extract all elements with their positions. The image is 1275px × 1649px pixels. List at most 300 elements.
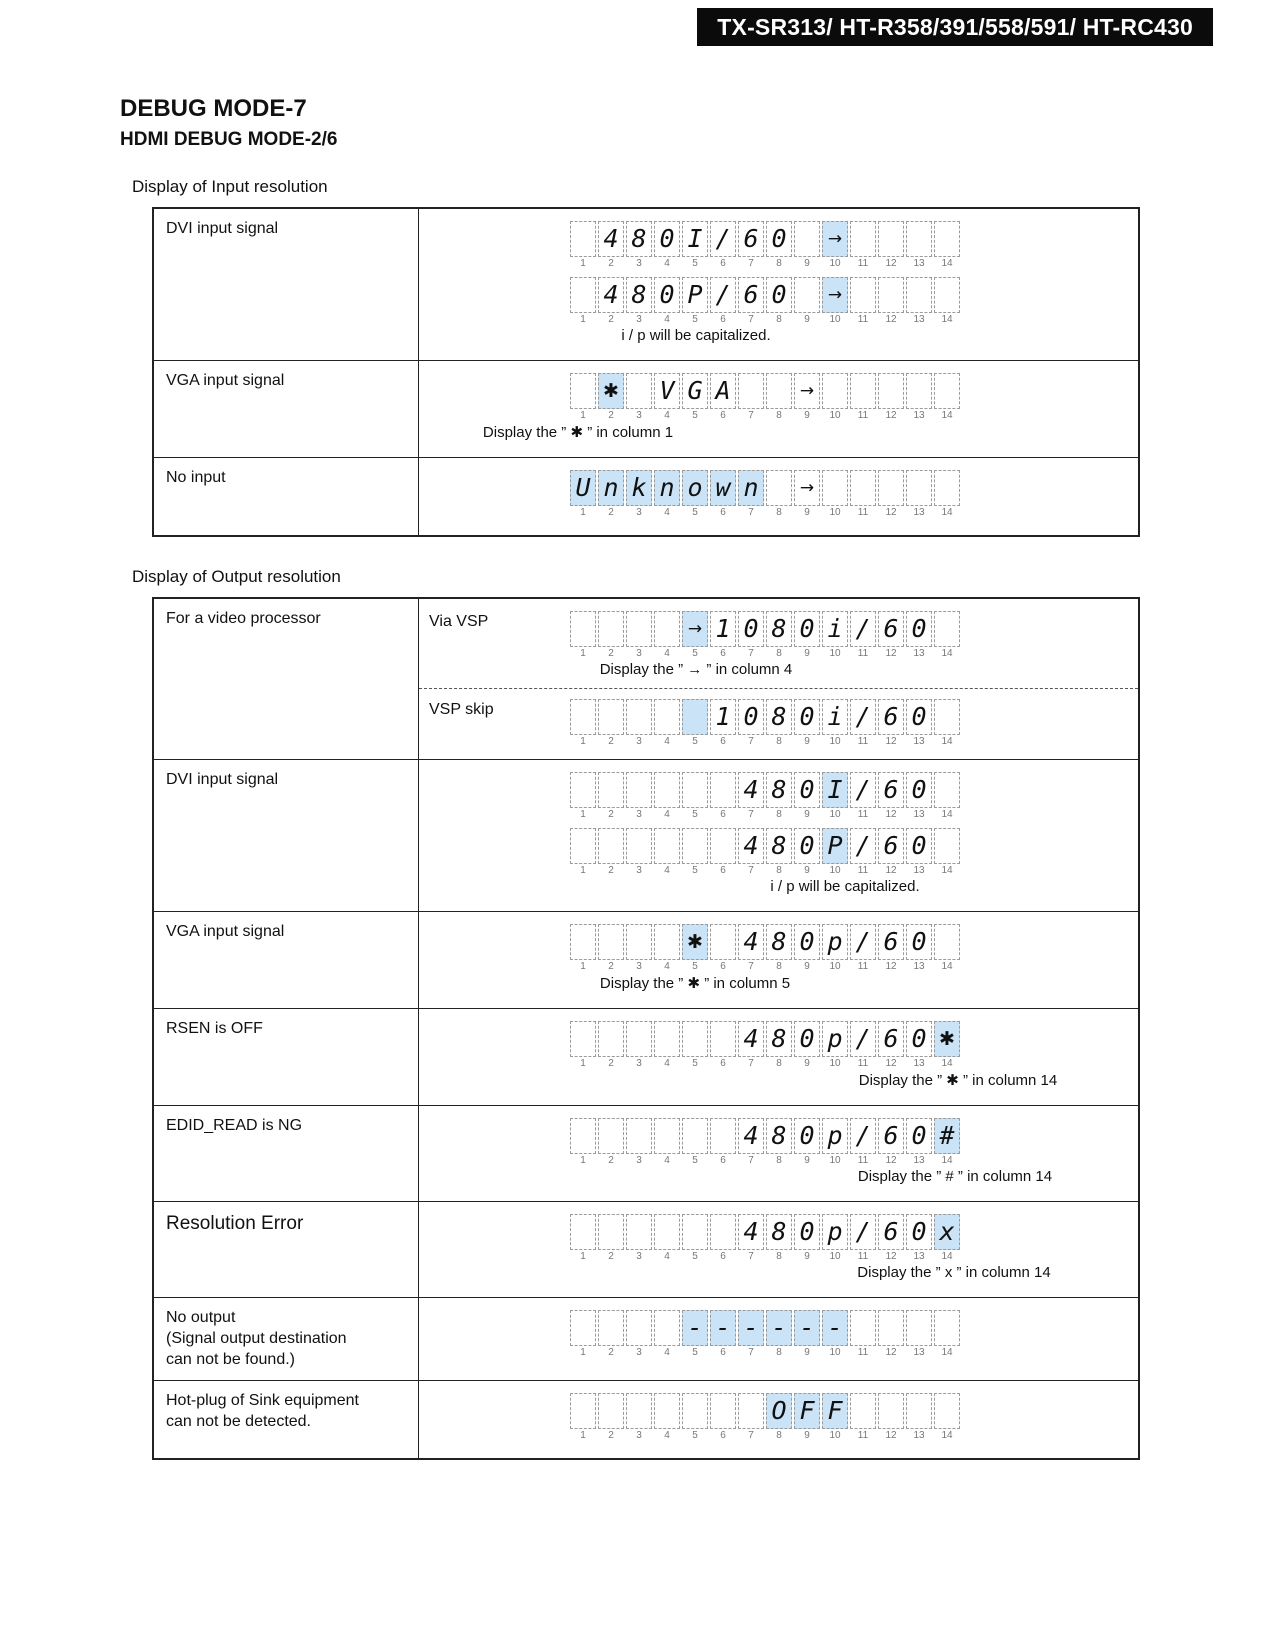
- display-cell: [906, 1310, 932, 1346]
- display-cell: [906, 699, 932, 735]
- group-items: [570, 772, 1138, 895]
- display-cell: [570, 1214, 596, 1250]
- cell-number: 4: [664, 648, 670, 659]
- cell-number: 11: [857, 314, 869, 325]
- display-cell: [906, 828, 932, 864]
- cell-number: 1: [580, 736, 586, 747]
- cell-number: 8: [776, 736, 782, 747]
- cell-number: 13: [913, 1155, 925, 1166]
- model-banner: [697, 8, 1213, 46]
- cell-number: 5: [692, 507, 698, 518]
- cell-number: 7: [748, 1155, 754, 1166]
- display-char: 0: [799, 1121, 815, 1150]
- row-content: [419, 760, 1138, 911]
- display-cell: [710, 470, 736, 506]
- cell-number: 6: [720, 961, 726, 972]
- display-cell: [598, 221, 624, 257]
- cell-number: 5: [692, 736, 698, 747]
- cell-number: 1: [580, 1347, 586, 1358]
- display-cell: [766, 1118, 792, 1154]
- model-banner-text: TX-SR313/ HT-R358/391/558/591/ HT-RC430: [717, 13, 1193, 40]
- cell-number: 1: [580, 1251, 586, 1262]
- cell-number: 6: [720, 1251, 726, 1262]
- display-cell: [794, 1021, 820, 1057]
- display-cell: [934, 1214, 960, 1250]
- display-cells: [570, 611, 960, 647]
- display-cell: [626, 772, 652, 808]
- cell-number: 3: [636, 865, 642, 876]
- display-column-numbers: [570, 314, 960, 325]
- display-char: 4: [603, 224, 619, 253]
- display-cell: [822, 699, 848, 735]
- cell-number: 3: [636, 1251, 642, 1262]
- row-label-line: Resolution Error: [166, 1213, 304, 1234]
- display-char: 4: [743, 1024, 759, 1053]
- display-char: 8: [771, 614, 787, 643]
- display-char: F: [827, 1396, 843, 1426]
- cell-number: 5: [692, 1347, 698, 1358]
- cell-number: 6: [720, 809, 726, 820]
- display-cell: [850, 828, 876, 864]
- display-char: 0: [911, 1121, 927, 1150]
- display-cell: [710, 277, 736, 313]
- display-cell: [682, 1021, 708, 1057]
- display-cell: [878, 1310, 904, 1346]
- cell-number: 5: [692, 865, 698, 876]
- display-char: P: [687, 280, 703, 309]
- display-char: 6: [883, 702, 899, 731]
- display-cell: [570, 924, 596, 960]
- row-content: [419, 209, 1138, 360]
- display-cell: [570, 772, 596, 808]
- display-char: 6: [883, 1121, 899, 1150]
- cell-number: 8: [776, 1155, 782, 1166]
- display-cells: [570, 221, 960, 257]
- display-caption: i / p will be capitalized.: [621, 327, 771, 344]
- display-char: -: [771, 1313, 787, 1342]
- display-cell: [850, 772, 876, 808]
- display-cell: [654, 1214, 680, 1250]
- cell-number: 2: [608, 314, 614, 325]
- cell-number: 5: [692, 1430, 698, 1442]
- display-caption: i / p will be capitalized.: [770, 878, 920, 895]
- cell-number: 7: [748, 809, 754, 820]
- display-cell: [878, 611, 904, 647]
- display-char: U: [575, 473, 591, 502]
- display-char: 6: [883, 614, 899, 643]
- page-subtitle: HDMI DEBUG MODE-2/6: [120, 129, 338, 150]
- display-cell: [878, 470, 904, 506]
- cell-number: 3: [636, 809, 642, 820]
- display-cell: [654, 1118, 680, 1154]
- display-char: /: [855, 614, 871, 643]
- display-caption: Display the ” ✱ ” in column 14: [858, 1072, 1058, 1089]
- display-cell: [626, 1021, 652, 1057]
- display-char: i: [827, 614, 843, 643]
- cell-number: 10: [829, 1058, 841, 1069]
- display-char: 0: [743, 614, 759, 643]
- display-cell: [878, 828, 904, 864]
- row-group: [419, 601, 1138, 688]
- row-label: [154, 1298, 419, 1380]
- display-cell: [682, 699, 708, 735]
- display-cell: [738, 277, 764, 313]
- display-cell: [570, 470, 596, 506]
- display-cell: [626, 1118, 652, 1154]
- display-char: /: [855, 1217, 871, 1246]
- display-char: #: [939, 1121, 955, 1150]
- cell-number: 14: [941, 865, 953, 876]
- display-char: 0: [659, 224, 675, 253]
- display-cells: [570, 1310, 960, 1346]
- cell-number: 14: [941, 1155, 953, 1166]
- display-cell: [906, 373, 932, 409]
- cell-number: 14: [941, 961, 953, 972]
- cell-number: 11: [857, 1058, 869, 1069]
- row-label-line: EDID_READ is NG: [166, 1117, 303, 1134]
- display-cell: [906, 1118, 932, 1154]
- cell-number: 2: [608, 1430, 614, 1442]
- display-cell: [710, 1214, 736, 1250]
- display-cell: [934, 611, 960, 647]
- display-caption: Display the ” → ” in column 4: [599, 661, 793, 678]
- display-cell: [738, 1021, 764, 1057]
- row-content: [419, 1298, 1138, 1380]
- display-cell: [822, 1021, 848, 1057]
- table-row: [154, 599, 1138, 759]
- cell-number: 13: [913, 507, 925, 518]
- cell-number: 12: [885, 736, 897, 747]
- group-items: [570, 1310, 1138, 1358]
- cell-number: 12: [885, 1430, 897, 1442]
- cell-number: 9: [804, 1251, 810, 1262]
- display-cell: [850, 221, 876, 257]
- cell-number: 3: [636, 314, 642, 325]
- sub-label: Via VSP: [429, 613, 489, 630]
- display-column-numbers: [570, 865, 960, 876]
- display-cell: [766, 699, 792, 735]
- cell-number: 14: [941, 736, 953, 747]
- cell-number: 11: [857, 507, 869, 518]
- display-cell: [850, 1021, 876, 1057]
- cell-number: 3: [636, 1430, 642, 1442]
- display-cell: [598, 699, 624, 735]
- cell-number: 9: [804, 410, 810, 421]
- display-cell: [934, 373, 960, 409]
- display-char: 8: [631, 224, 647, 253]
- cell-number: 11: [857, 648, 869, 659]
- cell-number: 11: [857, 961, 869, 972]
- display-cells: [570, 373, 960, 409]
- display-char: 6: [743, 280, 759, 309]
- display-cell: [850, 470, 876, 506]
- display-cell: [570, 611, 596, 647]
- cell-number: 10: [829, 410, 841, 421]
- group-items: [570, 691, 960, 749]
- display-column-numbers: [570, 736, 960, 747]
- display-cell: [626, 611, 652, 647]
- display-cell: [822, 277, 848, 313]
- display-char: 0: [659, 280, 675, 309]
- cell-number: 14: [941, 258, 953, 269]
- display-cell: [654, 277, 680, 313]
- cell-number: 11: [857, 1251, 869, 1262]
- display-cell: [766, 1393, 792, 1429]
- cell-number: 3: [636, 1155, 642, 1166]
- display-cell: [850, 1393, 876, 1429]
- display-cell: [850, 924, 876, 960]
- row-label-line: DVI input signal: [166, 771, 279, 788]
- cell-number: 6: [720, 1347, 726, 1358]
- display-cell: [710, 373, 736, 409]
- row-label-line: No output: [166, 1309, 236, 1326]
- display-cell: [570, 277, 596, 313]
- cell-number: 6: [720, 410, 726, 421]
- cell-number: 12: [885, 961, 897, 972]
- display-cell: [626, 221, 652, 257]
- display-cell: [822, 611, 848, 647]
- display-cell: [906, 772, 932, 808]
- cell-number: 5: [692, 1058, 698, 1069]
- cell-number: 7: [748, 410, 754, 421]
- display-cell: [682, 924, 708, 960]
- display-column-numbers: [570, 809, 960, 820]
- display-char: 4: [743, 1217, 759, 1246]
- cell-number: 6: [720, 1155, 726, 1166]
- display-char: /: [855, 1121, 871, 1150]
- display-cell: [934, 1393, 960, 1429]
- display-cell: [710, 772, 736, 808]
- display-cells: [570, 1021, 960, 1057]
- group-items: [570, 1393, 1138, 1441]
- group-items: [570, 470, 1138, 518]
- row-content: [419, 458, 1138, 535]
- display-cell: [682, 277, 708, 313]
- display-cell: [710, 1310, 736, 1346]
- display-char: 1: [715, 614, 731, 643]
- display-cell: [906, 277, 932, 313]
- display-cell: [570, 1393, 596, 1429]
- display-char: I: [687, 224, 703, 253]
- sub-label: VSP skip: [429, 701, 494, 718]
- display-column-numbers: [570, 648, 960, 659]
- display-cell: [906, 1021, 932, 1057]
- table-row: [154, 759, 1138, 911]
- cell-number: 3: [636, 1347, 642, 1358]
- cell-number: 6: [720, 648, 726, 659]
- display-cell: [878, 277, 904, 313]
- row-content: [419, 1381, 1138, 1458]
- cell-number: 4: [664, 1347, 670, 1358]
- segment-display: [570, 611, 960, 659]
- display-cell: [878, 373, 904, 409]
- cell-number: 12: [885, 865, 897, 876]
- cell-number: 7: [748, 736, 754, 747]
- row-label-line: RSEN is OFF: [166, 1020, 263, 1037]
- display-char: 6: [743, 224, 759, 253]
- cell-number: 1: [580, 809, 586, 820]
- cell-number: 13: [913, 314, 925, 325]
- segment-display: [570, 1310, 960, 1358]
- cell-number: 14: [941, 1251, 953, 1262]
- display-caption: Display the ” x ” in column 14: [857, 1264, 1051, 1281]
- cell-number: 7: [748, 1058, 754, 1069]
- display-char: 4: [743, 927, 759, 956]
- row-content: [419, 1009, 1138, 1105]
- cell-number: 4: [664, 507, 670, 518]
- display-caption: Display the ” ✱ ” in column 1: [482, 424, 674, 441]
- display-char: 8: [771, 1217, 787, 1246]
- cell-number: 13: [913, 736, 925, 747]
- row-label-line: VGA input signal: [166, 372, 285, 389]
- display-char: -: [715, 1313, 731, 1342]
- cell-number: 12: [885, 314, 897, 325]
- display-cell: [766, 470, 792, 506]
- display-cell: [906, 611, 932, 647]
- display-cell: [598, 924, 624, 960]
- display-char: G: [687, 376, 703, 405]
- display-char: p: [827, 1217, 843, 1246]
- display-cell: [654, 828, 680, 864]
- cell-number: 10: [829, 1251, 841, 1262]
- arrow-right-icon: →: [827, 285, 843, 305]
- display-cell: [710, 611, 736, 647]
- display-cell: [654, 470, 680, 506]
- cell-number: 7: [748, 648, 754, 659]
- group-items: [570, 1214, 1138, 1281]
- display-cell: [654, 924, 680, 960]
- display-cell: [626, 828, 652, 864]
- display-cell: [682, 828, 708, 864]
- group-items: [570, 1021, 1138, 1089]
- cell-number: 4: [664, 865, 670, 876]
- cell-number: 8: [776, 1058, 782, 1069]
- cell-number: 10: [829, 1430, 841, 1442]
- cell-number: 4: [664, 410, 670, 421]
- segment-display: [570, 772, 960, 820]
- cell-number: 14: [941, 1430, 953, 1442]
- display-char: 6: [883, 1024, 899, 1053]
- display-cell: [906, 1393, 932, 1429]
- display-cell: [654, 1310, 680, 1346]
- cell-number: 11: [857, 258, 869, 269]
- cell-number: 8: [776, 809, 782, 820]
- group-items: [570, 1118, 1138, 1185]
- cell-number: 4: [664, 961, 670, 972]
- segment-display: [570, 1021, 960, 1069]
- display-char: n: [659, 473, 675, 502]
- segment-display: [570, 699, 960, 747]
- display-cell: [794, 611, 820, 647]
- table-row: [154, 1380, 1138, 1458]
- display-cell: [766, 1021, 792, 1057]
- display-char: 0: [799, 831, 815, 860]
- display-cell: [682, 1393, 708, 1429]
- display-cell: [682, 373, 708, 409]
- display-cell: [738, 611, 764, 647]
- table-row: [154, 360, 1138, 457]
- cell-number: 8: [776, 410, 782, 421]
- row-label-line: (Signal output destination: [166, 1329, 347, 1347]
- display-cell: [766, 221, 792, 257]
- cell-number: 6: [720, 1430, 726, 1442]
- display-cell: [654, 699, 680, 735]
- display-cell: [766, 1310, 792, 1346]
- display-cells: [570, 772, 960, 808]
- row-group: [570, 1383, 1138, 1447]
- display-cell: [682, 221, 708, 257]
- page-title: DEBUG MODE-7: [120, 95, 307, 122]
- display-cell: [738, 1118, 764, 1154]
- display-cell: [626, 924, 652, 960]
- display-cell: [822, 828, 848, 864]
- display-cells: [570, 924, 960, 960]
- cell-number: 11: [857, 410, 869, 421]
- cell-number: 10: [829, 961, 841, 972]
- display-cell: [654, 1021, 680, 1057]
- row-content: [419, 1106, 1138, 1201]
- cell-number: 2: [608, 410, 614, 421]
- group-items: [570, 603, 960, 684]
- display-column-numbers: [570, 961, 960, 972]
- row-label: [154, 912, 419, 1008]
- cell-number: 1: [580, 314, 586, 325]
- display-cell: [794, 221, 820, 257]
- display-cell: [710, 1393, 736, 1429]
- display-char: /: [715, 280, 731, 309]
- cell-number: 1: [580, 961, 586, 972]
- cell-number: 8: [776, 1251, 782, 1262]
- cell-number: 2: [608, 507, 614, 518]
- display-cell: [598, 1021, 624, 1057]
- cell-number: 14: [941, 1058, 953, 1069]
- cell-number: 4: [664, 809, 670, 820]
- section-title-output-resolution: Display of Output resolution: [132, 567, 341, 586]
- display-cell: [710, 221, 736, 257]
- display-cell: [878, 699, 904, 735]
- cell-number: 6: [720, 258, 726, 269]
- cell-number: 1: [580, 648, 586, 659]
- cell-number: 4: [664, 314, 670, 325]
- cell-number: 10: [829, 648, 841, 659]
- display-cell: [738, 924, 764, 960]
- row-label: [154, 760, 419, 911]
- display-char: O: [771, 1396, 787, 1426]
- display-char: /: [715, 224, 731, 253]
- display-char: 6: [883, 1217, 899, 1246]
- display-cell: [766, 1214, 792, 1250]
- asterisk-icon: ✱: [939, 1028, 955, 1050]
- row-label: [154, 1106, 419, 1201]
- display-cell: [766, 772, 792, 808]
- display-char: 8: [771, 1024, 787, 1053]
- cell-number: 13: [913, 809, 925, 820]
- display-column-numbers: [570, 410, 960, 421]
- display-cell: [850, 277, 876, 313]
- cell-number: 1: [580, 258, 586, 269]
- display-char: -: [743, 1313, 759, 1342]
- cell-number: 5: [692, 1251, 698, 1262]
- display-cell: [570, 221, 596, 257]
- table-row: [154, 457, 1138, 535]
- cell-number: 10: [829, 507, 841, 518]
- cell-number: 10: [829, 809, 841, 820]
- display-cell: [878, 772, 904, 808]
- display-cell: [598, 1393, 624, 1429]
- display-char: 0: [911, 775, 927, 804]
- cell-number: 10: [829, 736, 841, 747]
- row-label-line: Hot-plug of Sink equipment: [166, 1392, 359, 1410]
